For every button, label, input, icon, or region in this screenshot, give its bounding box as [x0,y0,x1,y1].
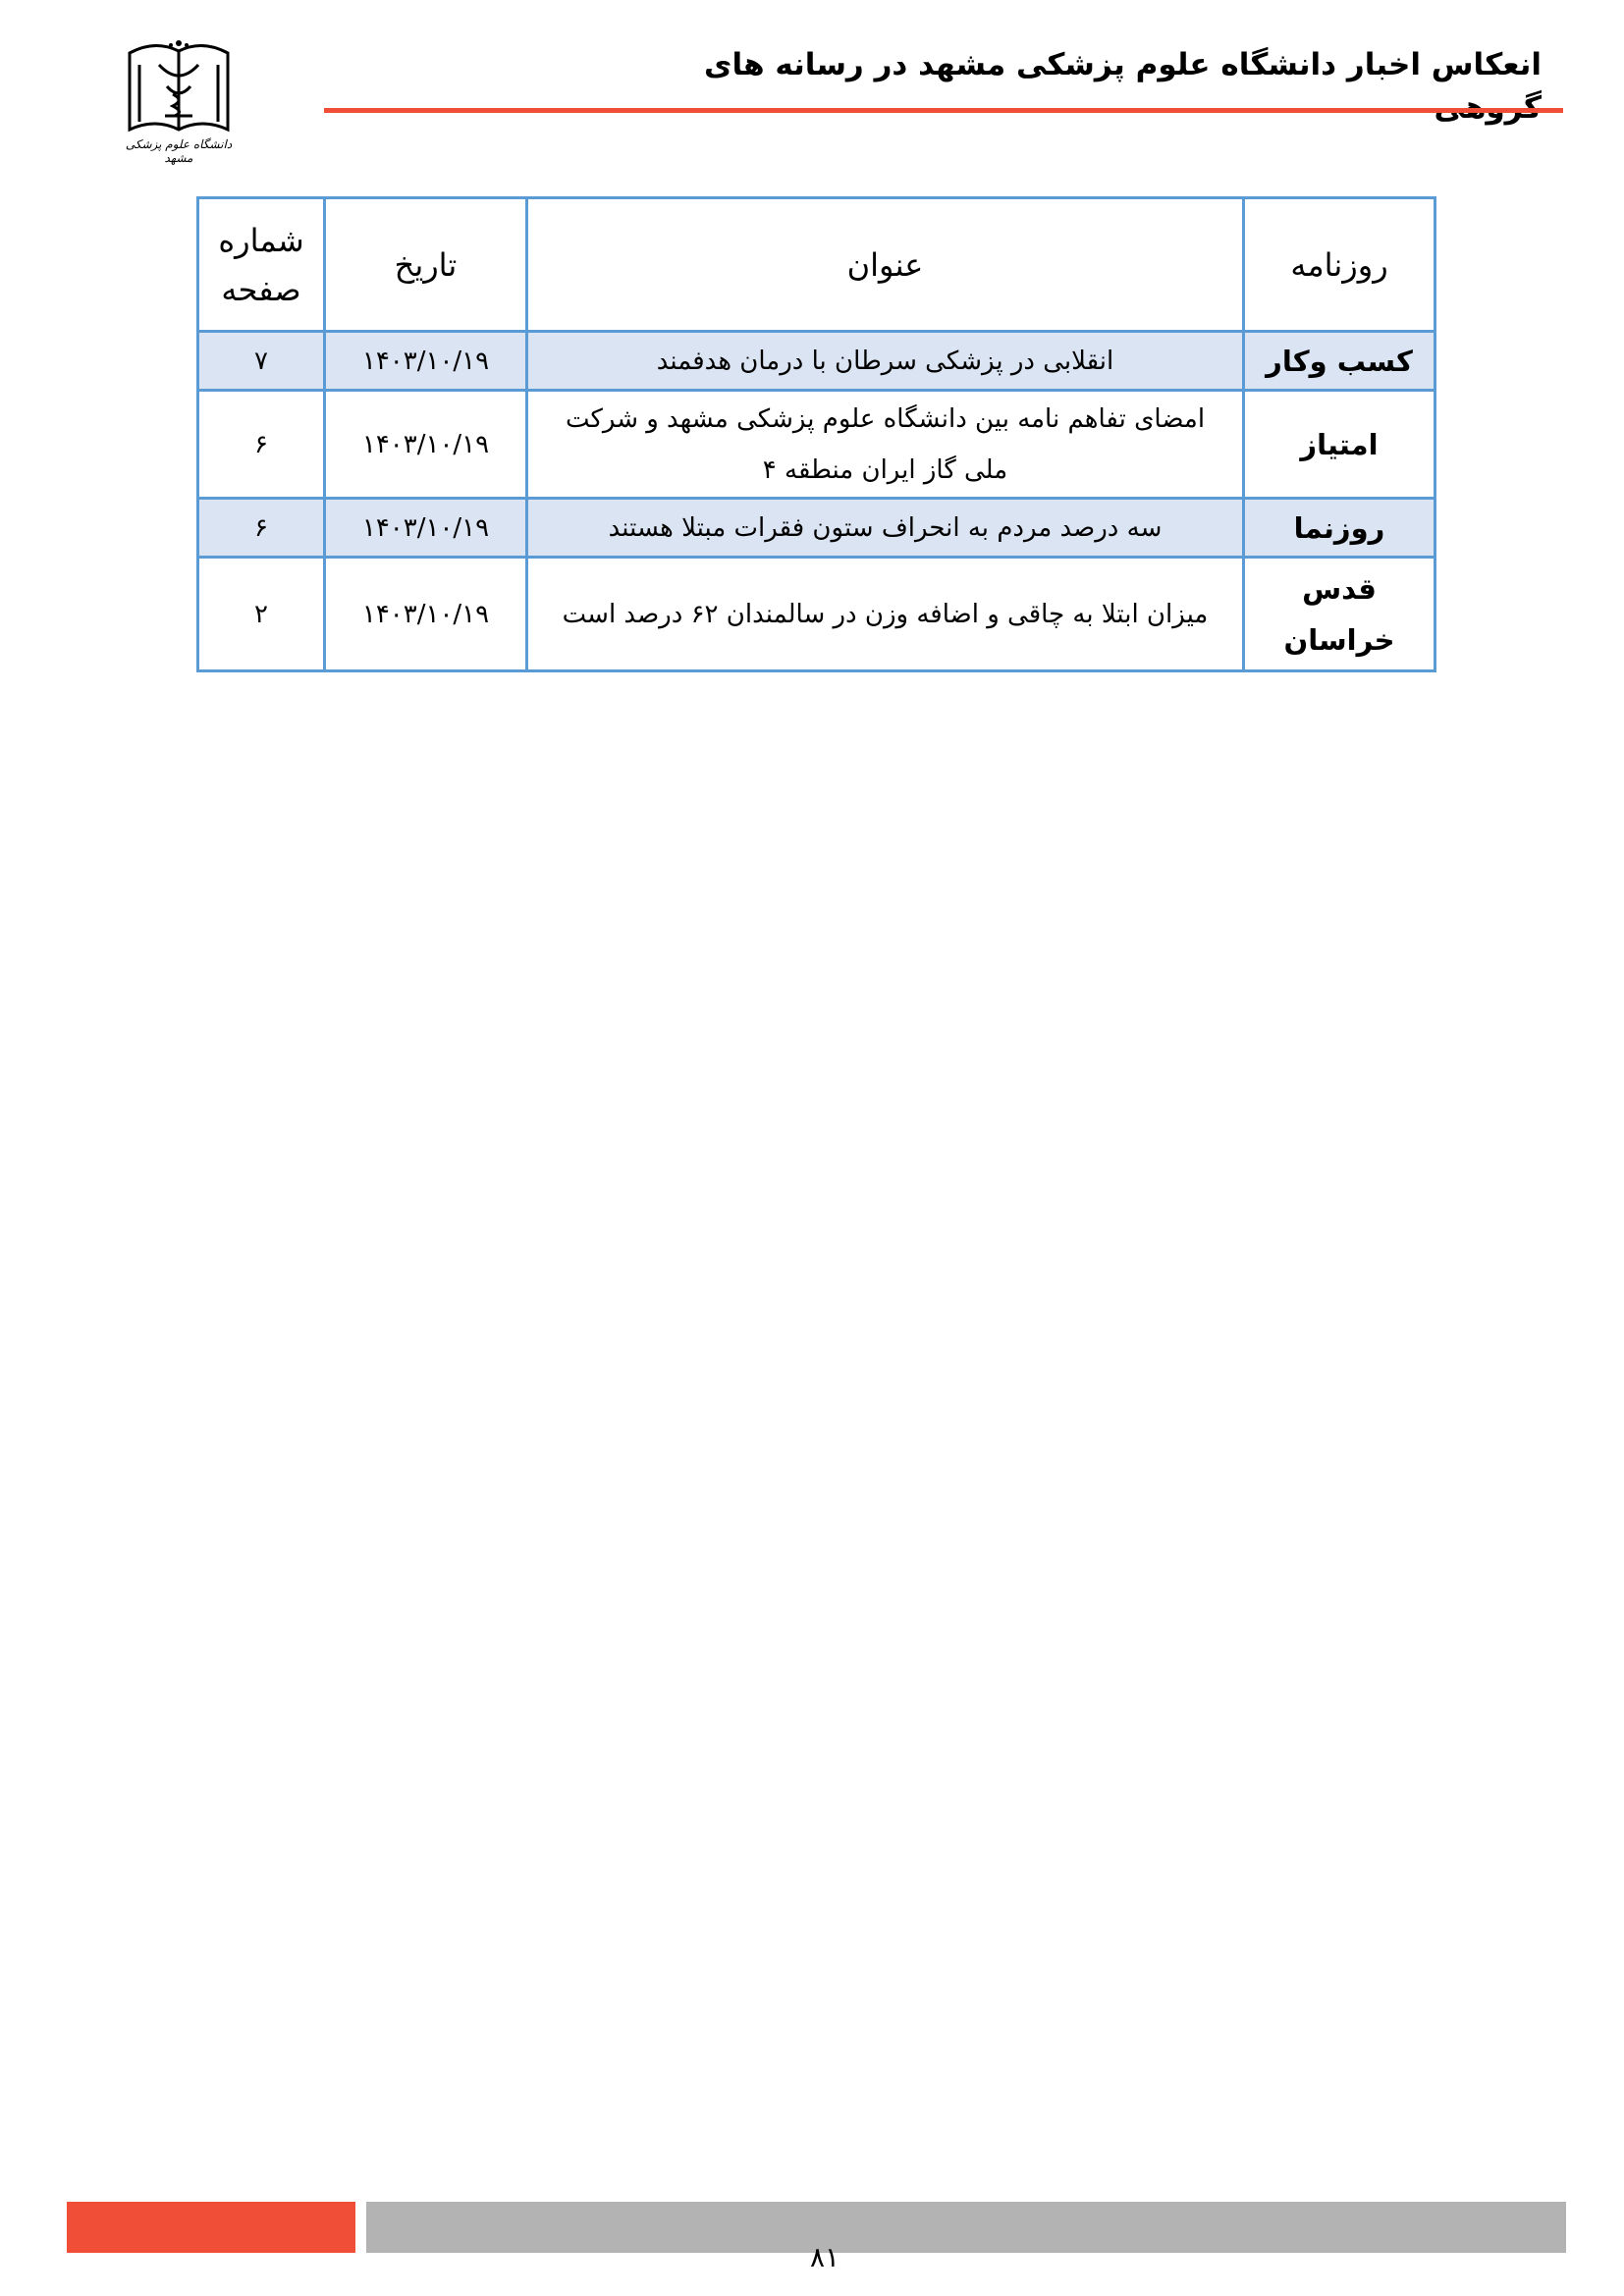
date-cell: ۱۴۰۳/۱۰/۱۹ [325,499,527,558]
table-header-row [198,198,1435,332]
title-cell: سه درصد مردم به انحراف ستون فقرات مبتلا هستند [527,499,1244,558]
page-cell: ۶ [198,391,325,499]
title-cell: انقلابی در پزشکی سرطان با درمان هدفمند [527,332,1244,391]
page-header-title: انعکاس اخبار دانشگاه علوم پزشکی مشهد در رسانه های [704,47,1542,82]
column-header-newspaper: روزنامه [1244,198,1435,332]
table-row [198,391,1435,499]
logo-caption: دانشگاه علوم پزشکی مشهد [125,137,233,165]
table-row [198,499,1435,558]
title-cell: امضای تفاهم نامه بین دانشگاه علوم پزشکی مشهد و شرکت ملی گاز ایران منطقه ۴ [527,391,1244,499]
date-cell: ۱۴۰۳/۱۰/۱۹ [325,391,527,499]
header-divider [324,108,1563,113]
page-cell: ۶ [198,499,325,558]
table-row [198,332,1435,391]
page-cell: ۷ [198,332,325,391]
page-number: ۸۱ [809,2241,840,2273]
table-row [198,558,1435,671]
newspaper-cell: قدس خراسان [1244,558,1435,671]
column-header-title: عنوان [527,198,1244,332]
date-cell: ۱۴۰۳/۱۰/۱۹ [325,332,527,391]
column-header-date: تاریخ [325,198,527,332]
title-cell: میزان ابتلا به چاقی و اضافه وزن در سالمندان ۶۲ درصد است [527,558,1244,671]
date-cell: ۱۴۰۳/۱۰/۱۹ [325,558,527,671]
footer-gray-bar [366,2202,1566,2253]
footer-accent-bar [67,2202,355,2253]
column-header-page: شماره صفحه [198,198,325,332]
newspaper-cell: روزنما [1244,499,1435,558]
news-coverage-table [196,196,1436,672]
newspaper-cell: کسب وکار [1244,332,1435,391]
university-logo [116,35,242,163]
page-cell: ۲ [198,558,325,671]
newspaper-cell: امتیاز [1244,391,1435,499]
